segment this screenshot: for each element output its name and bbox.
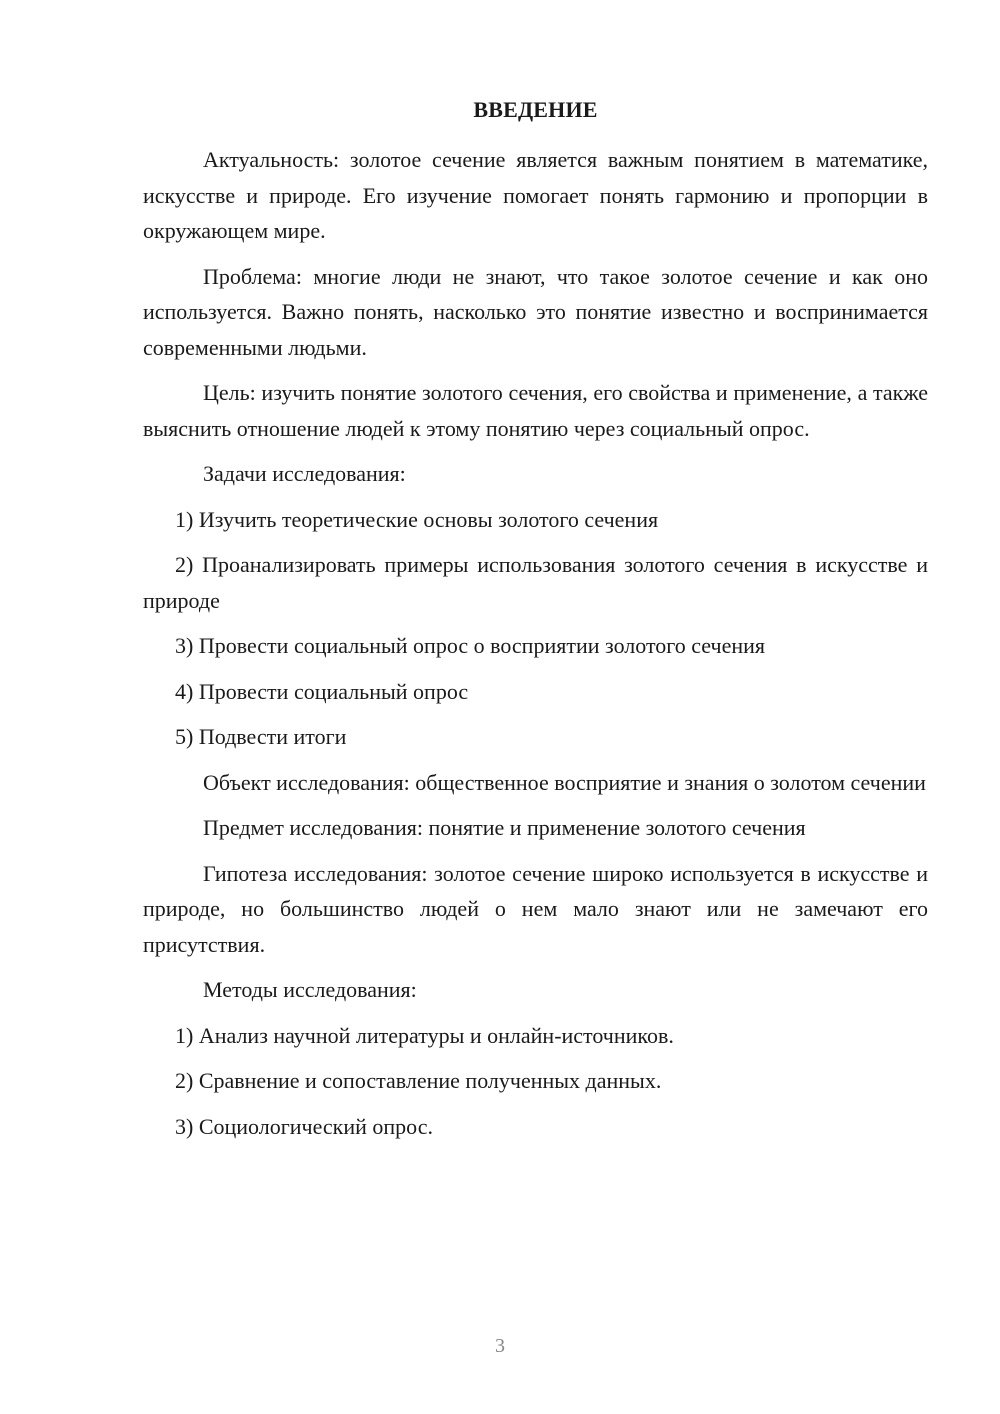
list-item: 3) Провести социальный опрос о восприятии золотого сечения [175,633,766,658]
list-item: 5) Подвести итоги [175,724,347,749]
list-item: 2) Сравнение и сопоставление полученных данных. [175,1068,662,1093]
paragraph: Задачи исследования: [203,461,406,486]
list-item: 1) Анализ научной литературы и онлайн-источников. [175,1022,674,1048]
body-text [143,142,928,1154]
list-item: 1) Изучить теоретические основы золотого сечения [175,506,659,532]
paragraph: Предмет исследования: понятие и применение золотого сечения [203,815,806,840]
paragraph: Актуальность: золотое сечение является важным понятием в математике, искусстве и природе. Его изучение помогает понять гармонию и пропорции в окружающем мире. [143,147,928,243]
list-item: 4) Провести социальный опрос [175,678,469,704]
section-heading: ВВЕДЕНИЕ [473,97,598,122]
document-page [143,0,928,1414]
page-number: 3 [495,1335,505,1357]
paragraph: Цель: изучить понятие золотого сечения, его свойства и применение, а также выяснить отношение людей к этому понятию через социальный опрос. [143,380,928,441]
paragraph: Методы исследования: [203,977,417,1002]
paragraph: Объект исследования: общественное восприятие и знания о золотом сечении [203,769,926,795]
list-item: 2) Проанализировать примеры использования золотого сечения в искусстве и природе [143,552,928,613]
list-item: 3) Социологический опрос. [175,1113,433,1139]
paragraph: Проблема: многие люди не знают, что такое золотое сечение и как оно используется. Важно понять, насколько это понятие известно и воспринимается современными людьми. [143,263,928,360]
paragraph: Гипотеза исследования: золотое сечение широко используется в искусстве и природе, но большинство людей о нем мало знают или не замечают его присутствия. [143,860,928,957]
